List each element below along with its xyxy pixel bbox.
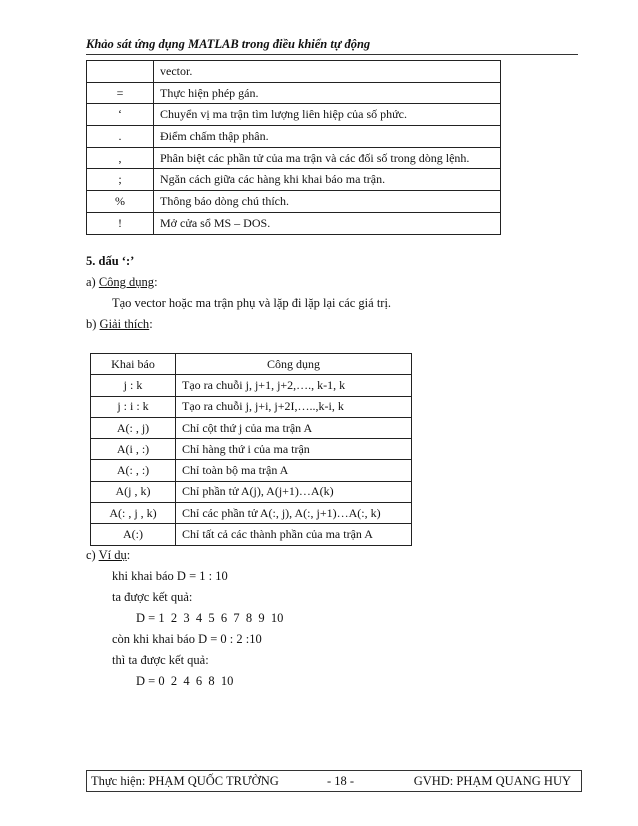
declaration-cell: A(: , :) — [91, 460, 176, 481]
usage-cell: Chỉ toàn bộ ma trận A — [176, 460, 412, 481]
symbol-description-cell: Ngăn cách giữa các hàng khi khai báo ma trận. — [154, 169, 501, 191]
symbols-table — [86, 60, 501, 235]
table-row — [91, 481, 412, 502]
table-header-row — [91, 354, 412, 375]
usage-cell: Tạo ra chuỗi j, j+i, j+2I,…..,k-i, k — [176, 396, 412, 417]
usage-label: Công dụng — [98, 275, 155, 289]
symbol-row — [87, 169, 501, 191]
example-prefix: c) — [86, 548, 99, 562]
symbol-row — [87, 104, 501, 126]
symbol-cell: % — [87, 191, 154, 213]
example-label: Ví dụ — [98, 548, 127, 562]
example-line-2: ta được kết quả: — [112, 590, 193, 604]
usage-prefix: a) — [86, 275, 99, 289]
symbol-cell: , — [87, 147, 154, 169]
usage-text: Tạo vector hoặc ma trận phụ và lặp đi lặp lại các giá trị. — [112, 296, 392, 310]
symbol-row — [87, 212, 501, 234]
usage-cell: Chỉ hàng thứ i của ma trận — [176, 439, 412, 460]
symbol-description-cell: Thông báo dòng chú thích. — [154, 191, 501, 213]
symbol-cell: ; — [87, 169, 154, 191]
symbol-cell: . — [87, 126, 154, 148]
explain-suffix: : — [149, 317, 153, 331]
example-line-1: khi khai báo D = 1 : 10 — [112, 569, 228, 583]
symbol-description-cell: vector. — [154, 61, 501, 83]
example-heading — [86, 548, 130, 563]
header-declaration: Khai báo — [91, 354, 176, 375]
table-row — [91, 417, 412, 438]
declaration-cell: A(: , j , k) — [91, 503, 176, 524]
explain-prefix: b) — [86, 317, 100, 331]
page-header — [86, 34, 578, 55]
symbol-row — [87, 191, 501, 213]
table-row — [91, 460, 412, 481]
symbol-row — [87, 126, 501, 148]
table-row — [91, 524, 412, 545]
declaration-cell: A(: , j) — [91, 417, 176, 438]
declaration-cell: A(:) — [91, 524, 176, 545]
symbol-cell: ‘ — [87, 104, 154, 126]
footer-advisor: GVHD: PHẠM QUANG HUY — [413, 774, 571, 788]
symbol-cell: = — [87, 82, 154, 104]
page-footer — [86, 770, 582, 792]
usage-cell: Chỉ các phần tử A(:, j), A(:, j+1)…A(:, k) — [176, 503, 412, 524]
symbol-row — [87, 61, 501, 83]
example-suffix: : — [126, 548, 131, 562]
symbol-cell — [87, 61, 154, 83]
example-line-5: thì ta được kết quả: — [112, 653, 209, 667]
usage-cell: Chỉ tất cả các thành phần của ma trận A — [176, 524, 412, 545]
symbol-description-cell: Mở cửa sổ MS – DOS. — [154, 212, 501, 234]
explain-heading — [86, 317, 153, 332]
symbol-row — [87, 147, 501, 169]
header-usage: Công dụng — [176, 354, 412, 375]
example-result-1: D = 1 2 3 4 5 6 7 8 9 10 — [136, 611, 284, 625]
example-result-2: D = 0 2 4 6 8 10 — [136, 674, 234, 688]
symbol-description-cell: Thực hiện phép gán. — [154, 82, 501, 104]
usage-cell: Chỉ phần tử A(j), A(j+1)…A(k) — [176, 481, 412, 502]
declaration-cell: A(i , :) — [91, 439, 176, 460]
table-row — [91, 439, 412, 460]
symbol-row — [87, 82, 501, 104]
section-title: 5. dấu ‘:’ — [86, 254, 135, 268]
table-row — [91, 375, 412, 396]
declaration-cell: A(j , k) — [91, 481, 176, 502]
usage-cell: Chỉ cột thứ j của ma trận A — [176, 417, 412, 438]
table-row — [91, 503, 412, 524]
symbol-description-cell: Chuyển vị ma trận tìm lượng liên hiệp của số phức. — [154, 104, 501, 126]
usage-heading — [86, 275, 158, 290]
header-title: Khảo sát ứng dụng MATLAB trong điều khiển tự động — [86, 37, 371, 51]
declaration-table — [90, 353, 412, 546]
footer-author: Thực hiện: PHẠM QUỐC TRƯỜNG — [91, 774, 279, 788]
symbol-description-cell: Điểm chấm thập phân. — [154, 126, 501, 148]
usage-suffix: : — [154, 275, 158, 289]
declaration-cell: j : i : k — [91, 396, 176, 417]
symbol-cell: ! — [87, 212, 154, 234]
table-row — [91, 396, 412, 417]
declaration-cell: j : k — [91, 375, 176, 396]
footer-page-number: - 18 - — [327, 774, 355, 788]
example-line-4: còn khi khai báo D = 0 : 2 :10 — [112, 632, 262, 646]
usage-cell: Tạo ra chuỗi j, j+1, j+2,…., k-1, k — [176, 375, 412, 396]
explain-label: Giải thích — [99, 317, 150, 331]
symbol-description-cell: Phân biệt các phần tử của ma trận và các đối số trong dòng lệnh. — [154, 147, 501, 169]
